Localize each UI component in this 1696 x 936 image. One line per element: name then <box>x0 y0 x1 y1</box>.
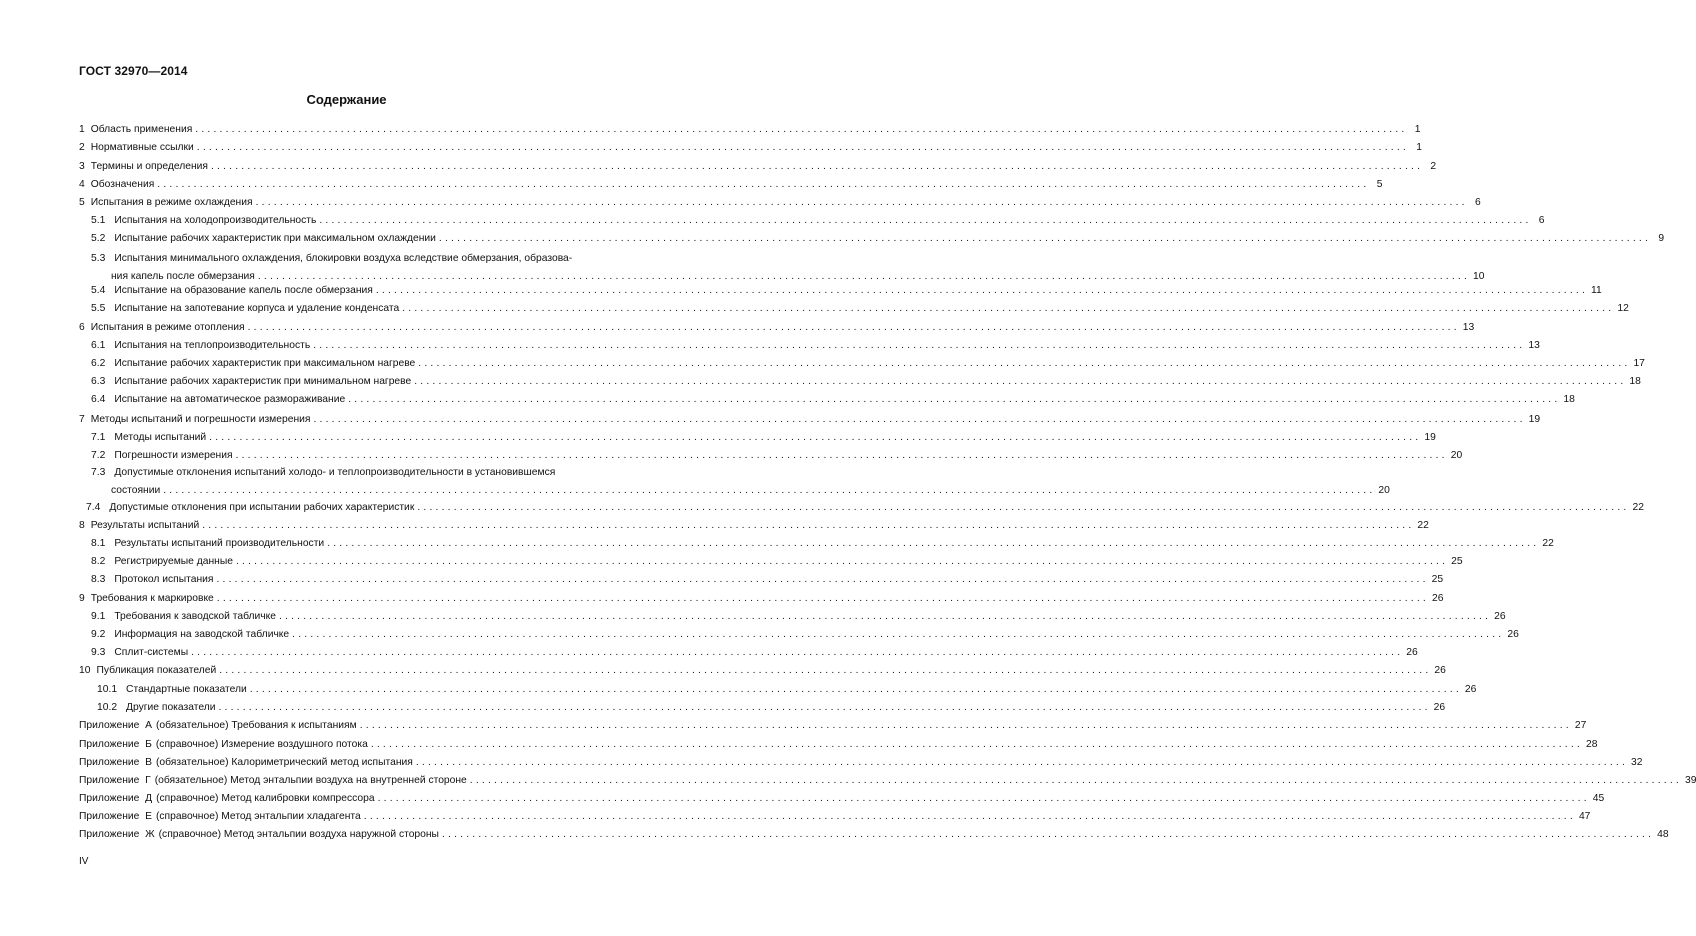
toc-entry-page: 17 <box>1633 358 1645 369</box>
toc-entry[interactable] <box>0 284 1602 297</box>
toc-entry-number: 9 <box>79 593 85 604</box>
toc-entry-number: 9.3 <box>91 647 106 658</box>
toc-leader-dots: ........................................................................................................................................................................................................ <box>319 215 1532 226</box>
toc-entry[interactable] <box>0 573 1444 586</box>
toc-entry-page: 19 <box>1528 414 1541 425</box>
toc-entry-number: 6.4 <box>91 394 106 405</box>
toc-entry-number: 8.1 <box>91 538 106 549</box>
toc-entry-number: 6 <box>79 322 85 333</box>
toc-entry-label: Испытание рабочих характеристик при максимальном нагреве <box>114 358 416 369</box>
toc-leader-dots: ........................................................................................................................................................................................................ <box>375 285 1589 296</box>
toc-entry[interactable] <box>0 252 661 265</box>
toc-entry-page: 26 <box>1431 593 1444 604</box>
toc-leader-dots: ........................................................................................................................................................................................................ <box>163 485 1376 496</box>
toc-entry-page: 22 <box>1632 502 1644 513</box>
toc-entry-page: 18 <box>1563 394 1575 405</box>
toc-entry-label: Испытания минимального охлаждения, блокировки воздуха вследствие обмерзания, образова- <box>114 253 573 264</box>
toc-entry-number: 5.5 <box>91 303 106 314</box>
toc-entry-label: Испытания в режиме охлаждения <box>90 197 253 208</box>
toc-entry-label: Публикация показателей <box>96 665 217 676</box>
toc-entry[interactable] <box>0 537 1554 550</box>
toc-entry[interactable] <box>0 719 1587 732</box>
document-header: ГОСТ 32970—2014 <box>79 64 188 78</box>
toc-entry-page: 32 <box>1631 757 1643 768</box>
toc-entry-number: 5 <box>79 197 85 208</box>
toc-entry-page: 20 <box>1450 450 1463 461</box>
toc-entry-label: Обозначения <box>90 179 155 190</box>
toc-entry[interactable] <box>0 646 1418 659</box>
toc-entry-label: Испытание на автоматическое размораживание <box>114 394 346 405</box>
toc-entry-number: 6.3 <box>91 376 106 387</box>
toc-leader-dots: ........................................................................................................................................................................................................ <box>249 684 1462 695</box>
toc-entry-label: Информация на заводской табличке <box>114 629 290 640</box>
toc-entry[interactable] <box>0 738 1598 751</box>
toc-entry-number: 5.2 <box>91 233 106 244</box>
toc-leader-dots: ........................................................................................................................................................................................................ <box>191 647 1404 658</box>
toc-entry-label: (обязательное) Калориметрический метод испытания <box>155 757 413 768</box>
toc-entry[interactable] <box>0 196 1481 209</box>
toc-entry-label: Термины и определения <box>90 161 208 172</box>
toc-leader-dots: ........................................................................................................................................................................................................ <box>327 538 1540 549</box>
toc-entry-page: 48 <box>1657 829 1669 840</box>
toc-entry[interactable] <box>0 664 1446 677</box>
toc-entry-number: Приложение Б <box>79 739 152 750</box>
toc-entry-label: Регистрируемые данные <box>114 556 233 567</box>
toc-entry-number: Приложение Ж <box>79 829 155 840</box>
toc-leader-dots: ........................................................................................................................................................................................................ <box>402 303 1615 314</box>
toc-entry-number: 1 <box>79 124 85 135</box>
toc-entry-number: Приложение Е <box>79 811 152 822</box>
toc-leader-dots: ........................................................................................................................................................................................................ <box>377 793 1590 804</box>
toc-leader-dots: ........................................................................................................................................................................................................ <box>195 124 1408 135</box>
toc-entry-number: 8.3 <box>91 574 106 585</box>
toc-entry-number: 7.2 <box>91 450 106 461</box>
toc-entry[interactable] <box>0 160 1437 173</box>
toc-entry[interactable] <box>0 375 1641 388</box>
toc-entry-page: 39 <box>1684 775 1696 786</box>
toc-entry-continuation[interactable] <box>0 484 1390 497</box>
toc-entry-label: Испытания на холодопроизводительность <box>114 215 317 226</box>
toc-leader-dots: ........................................................................................................................................................................................................ <box>363 811 1576 822</box>
toc-leader-dots: ........................................................................................................................................................................................................ <box>469 775 1682 786</box>
toc-entry-label: Погрешности измерения <box>114 450 233 461</box>
toc-entry-number: 5.1 <box>91 215 106 226</box>
toc-entry-page: 25 <box>1451 556 1463 567</box>
toc-entry-page: 26 <box>1433 702 1446 713</box>
toc-leader-dots: ........................................................................................................................................................................................................ <box>417 502 1630 513</box>
toc-entry-page: 45 <box>1592 793 1605 804</box>
toc-entry-label: (справочное) Метод калибровки компрессора <box>156 793 375 804</box>
toc-entry-label: Область применения <box>90 124 193 135</box>
toc-leader-dots: ........................................................................................................................................................................................................ <box>278 611 1492 622</box>
toc-entry-page: 12 <box>1617 303 1629 314</box>
toc-leader-dots: ........................................................................................................................................................................................................ <box>210 161 1424 172</box>
toc-entry-number: 4 <box>79 179 85 190</box>
toc-entry[interactable] <box>0 774 1696 787</box>
toc-entry[interactable] <box>0 610 1506 623</box>
toc-leader-dots: ........................................................................................................................................................................................................ <box>414 376 1627 387</box>
toc-leader-dots: ........................................................................................................................................................................................................ <box>438 233 1652 244</box>
toc-entry-label: (справочное) Метод энтальпии хладагента <box>155 811 361 822</box>
toc-entry-page: 2 <box>1430 161 1437 172</box>
toc-entry[interactable] <box>0 466 661 479</box>
toc-entry-number: 7.4 <box>86 502 101 513</box>
toc-entry-page: 27 <box>1574 720 1587 731</box>
toc-leader-dots: ........................................................................................................................................................................................................ <box>209 432 1422 443</box>
toc-entry[interactable] <box>0 431 1436 444</box>
toc-entry-page: 19 <box>1424 432 1436 443</box>
toc-leader-dots: ........................................................................................................................................................................................................ <box>441 829 1655 840</box>
toc-entry[interactable] <box>0 592 1444 605</box>
toc-entry[interactable] <box>0 321 1475 334</box>
toc-entry-page: 13 <box>1462 322 1475 333</box>
toc-entry-label-continued: ния капель после обмерзания <box>111 271 255 282</box>
toc-leader-dots: ........................................................................................................................................................................................................ <box>247 322 1460 333</box>
toc-entry[interactable] <box>0 501 1644 514</box>
toc-entry-label: Результаты испытаний <box>90 520 200 531</box>
toc-leader-dots: ........................................................................................................................................................................................................ <box>255 197 1468 208</box>
toc-entry[interactable] <box>0 449 1463 462</box>
toc-entry-number: 7.3 <box>91 467 106 478</box>
toc-entry-label: Испытание рабочих характеристик при максимальном охлаждении <box>114 233 436 244</box>
toc-entry[interactable] <box>0 178 1383 191</box>
toc-entry-number: Приложение А <box>79 720 152 731</box>
toc-entry-page: 11 <box>1591 285 1602 296</box>
toc-entry-number: 5.3 <box>91 253 106 264</box>
toc-entry-continuation[interactable] <box>0 270 1485 283</box>
toc-entry-number: 8.2 <box>91 556 106 567</box>
toc-leader-dots: ........................................................................................................................................................................................................ <box>236 556 1449 567</box>
toc-entry-number: 9.2 <box>91 629 106 640</box>
toc-leader-dots: ........................................................................................................................................................................................................ <box>202 520 1415 531</box>
toc-entry-label: Испытания на теплопроизводительность <box>114 340 311 351</box>
toc-entry-label: Нормативные ссылки <box>90 142 194 153</box>
toc-entry-page: 5 <box>1376 179 1383 190</box>
toc-entry[interactable] <box>0 141 1422 154</box>
toc-entry-label: Требования к заводской табличке <box>114 611 276 622</box>
toc-entry-page: 22 <box>1417 520 1429 531</box>
toc-entry-label: (обязательное) Требования к испытаниям <box>155 720 357 731</box>
toc-entry-label: Протокол испытания <box>114 574 214 585</box>
toc-entry-page: 26 <box>1494 611 1506 622</box>
toc-entry[interactable] <box>0 628 1519 641</box>
toc-entry-number: 6.2 <box>91 358 106 369</box>
toc-entry-label: (справочное) Измерение воздушного потока <box>155 739 368 750</box>
toc-entry-label: Требования к маркировке <box>90 593 214 604</box>
toc-entry-label: (справочное) Метод энтальпии воздуха наружной стороны <box>158 829 439 840</box>
toc-entry-page: 9 <box>1658 233 1665 244</box>
toc-entry[interactable] <box>0 810 1591 823</box>
toc-entry-page: 18 <box>1629 376 1641 387</box>
toc-leader-dots: ........................................................................................................................................................................................................ <box>292 629 1505 640</box>
toc-entry-label: Испытания в режиме отопления <box>90 322 245 333</box>
toc-leader-dots: ........................................................................................................................................................................................................ <box>313 414 1526 425</box>
toc-leader-dots: ........................................................................................................................................................................................................ <box>257 271 1471 282</box>
toc-leader-dots: ........................................................................................................................................................................................................ <box>216 574 1429 585</box>
toc-leader-dots: ........................................................................................................................................................................................................ <box>157 179 1370 190</box>
toc-entry-page: 1 <box>1416 142 1422 153</box>
toc-entry[interactable] <box>0 828 1669 841</box>
toc-entry-label: Допустимые отклонения испытаний холодо- и теплопроизводительности в установившемся <box>114 467 556 478</box>
toc-entry-number: 7 <box>79 414 85 425</box>
toc-entry-label: Другие показатели <box>126 702 216 713</box>
toc-entry[interactable] <box>0 519 1429 532</box>
toc-entry[interactable] <box>0 302 1629 315</box>
toc-entry-label-continued: состоянии <box>111 485 161 496</box>
toc-entry-number: 8 <box>79 520 85 531</box>
toc-entry[interactable] <box>0 413 1541 426</box>
toc-entry[interactable] <box>0 792 1605 805</box>
toc-entry[interactable] <box>0 214 1545 227</box>
toc-entry-page: 26 <box>1406 647 1418 658</box>
toc-entry-label: (обязательное) Метод энтальпии воздуха на внутренней стороне <box>154 775 467 786</box>
toc-entry-page: 20 <box>1378 485 1390 496</box>
toc-entry-number: 10.1 <box>97 684 118 695</box>
toc-leader-dots: ........................................................................................................................................................................................................ <box>418 358 1631 369</box>
toc-entry-label: Стандартные показатели <box>126 684 247 695</box>
toc-leader-dots: ........................................................................................................................................................................................................ <box>235 450 1448 461</box>
toc-entry-page: 25 <box>1431 574 1444 585</box>
toc-entry-page: 26 <box>1507 629 1519 640</box>
toc-entry-label: Испытание на запотевание корпуса и удаление конденсата <box>114 303 400 314</box>
toc-entry-label: Сплит-системы <box>114 647 189 658</box>
toc-entry[interactable] <box>0 756 1643 769</box>
toc-entry-label: Допустимые отклонения при испытании рабочих характеристик <box>109 502 415 513</box>
toc-entry-number: 9.1 <box>91 611 106 622</box>
toc-entry-number: 3 <box>79 161 85 172</box>
toc-leader-dots: ........................................................................................................................................................................................................ <box>415 757 1629 768</box>
toc-entry-label: Результаты испытаний производительности <box>114 538 325 549</box>
toc-leader-dots: ........................................................................................................................................................................................................ <box>370 739 1583 750</box>
toc-entry-page: 10 <box>1473 271 1485 282</box>
toc-leader-dots: ........................................................................................................................................................................................................ <box>359 720 1572 731</box>
toc-entry[interactable] <box>0 232 1665 245</box>
toc-leader-dots: ........................................................................................................................................................................................................ <box>218 702 1431 713</box>
toc-entry-number: 5.4 <box>91 285 106 296</box>
toc-entry[interactable] <box>0 357 1645 370</box>
toc-leader-dots: ........................................................................................................................................................................................................ <box>196 142 1409 153</box>
toc-entry[interactable] <box>0 701 1446 714</box>
toc-entry-number: 10 <box>79 665 91 676</box>
toc-leader-dots: ........................................................................................................................................................................................................ <box>216 593 1429 604</box>
toc-entry-number: 2 <box>79 142 85 153</box>
toc-entry-label: Испытание на образование капель после обмерзания <box>114 285 373 296</box>
toc-entry[interactable] <box>0 393 1575 406</box>
toc-entry[interactable] <box>0 683 1477 696</box>
toc-entry-number: Приложение Д <box>79 793 153 804</box>
toc-entry-label: Испытание рабочих характеристик при минимальном нагреве <box>114 376 412 387</box>
toc-entry-label: Методы испытаний и погрешности измерения <box>90 414 311 425</box>
toc-entry-page: 13 <box>1528 340 1540 351</box>
toc-entry-page: 26 <box>1464 684 1477 695</box>
toc-entry-number: Приложение В <box>79 757 152 768</box>
toc-entry-number: 10.2 <box>97 702 118 713</box>
toc-leader-dots: ........................................................................................................................................................................................................ <box>219 665 1432 676</box>
toc-entry-page: 22 <box>1542 538 1554 549</box>
toc-entry[interactable] <box>0 339 1540 352</box>
toc-entry[interactable] <box>0 123 1421 136</box>
page-title: Содержание <box>306 92 387 107</box>
toc-entry-label: Методы испытаний <box>114 432 207 443</box>
toc-entry-page: 28 <box>1585 739 1598 750</box>
toc-entry-number: 6.1 <box>91 340 106 351</box>
toc-entry-number: Приложение Г <box>79 775 151 786</box>
toc-entry-page: 47 <box>1578 811 1591 822</box>
toc-entry-number: 7.1 <box>91 432 106 443</box>
toc-leader-dots: ........................................................................................................................................................................................................ <box>313 340 1526 351</box>
toc-leader-dots: ........................................................................................................................................................................................................ <box>348 394 1561 405</box>
toc-entry-page: 26 <box>1434 665 1446 676</box>
toc-entry-page: 6 <box>1475 197 1481 208</box>
toc-entry-page: 1 <box>1414 124 1421 135</box>
toc-entry-page: 6 <box>1538 215 1545 226</box>
page-number: IV <box>79 856 89 867</box>
toc-entry[interactable] <box>0 555 1463 568</box>
